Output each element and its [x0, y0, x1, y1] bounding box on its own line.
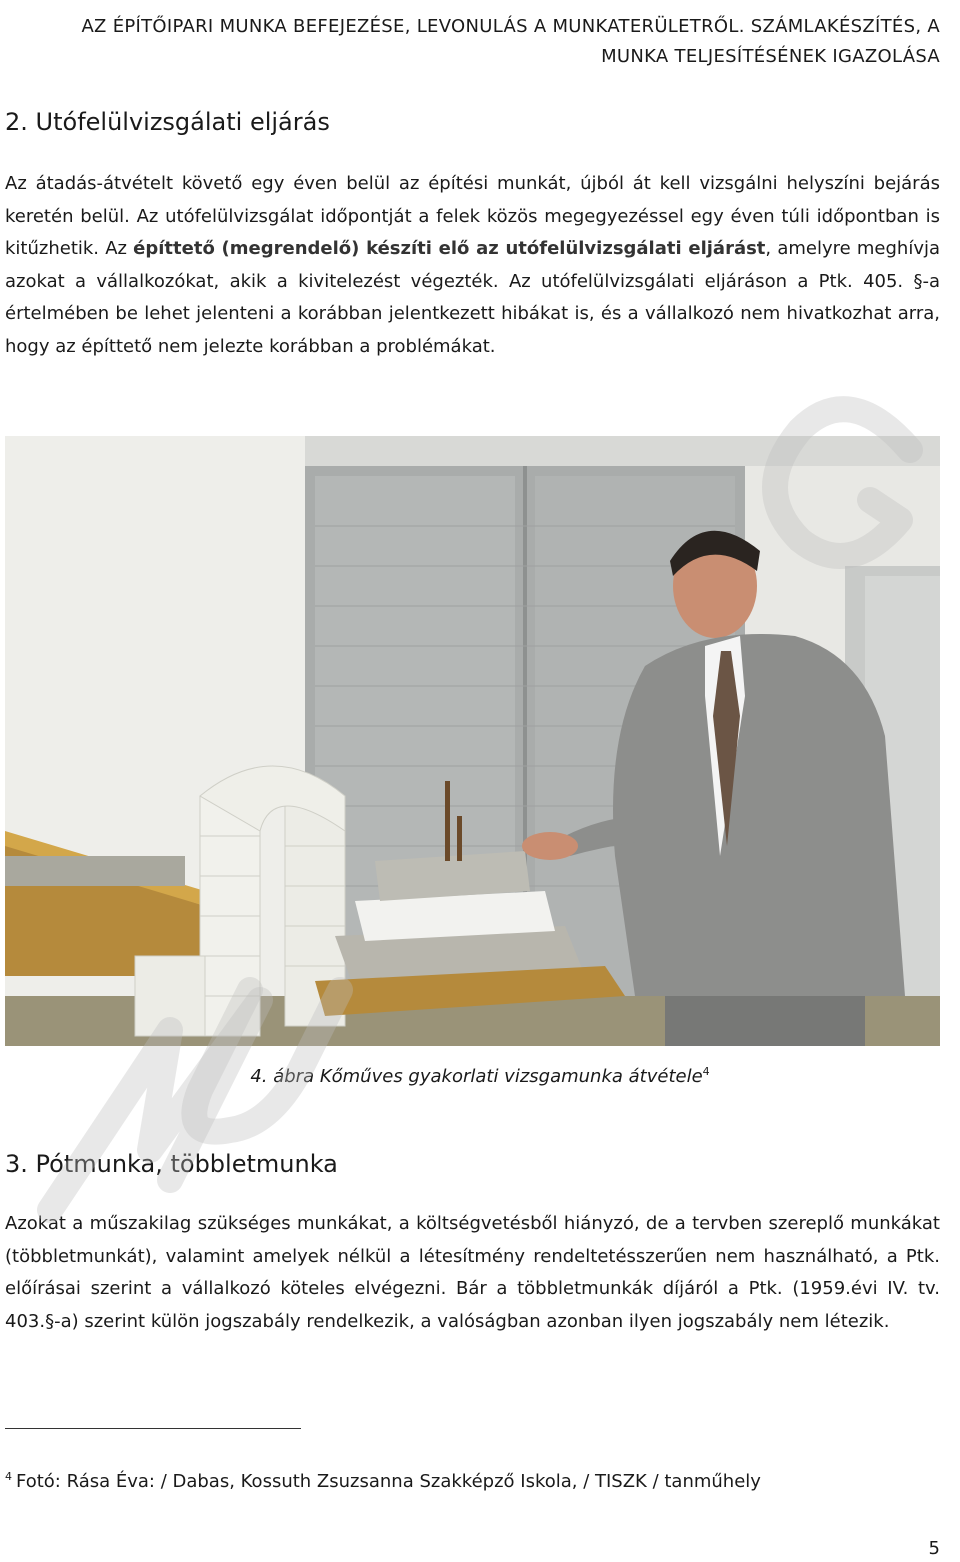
section-2-text-start: Az átadás-átvételt követő egy éven belül az építési munkát, újból át kell vizsgálni helyszíni bejárás keretén belül. Az utófelülvizsgálat időpontját a felek közös megegyezéssel egy éven túli időpontban is kitűzhetik. Az	[5, 173, 940, 259]
section-2-text-end: , amelyre meghívja azokat a vállalkozókat, akik a kivitelezést végezték. Az utófelülvizsgálati eljáráson a Ptk. 405. §-a értelmében be lehet jelenteni a korábban jelentkezett hibákat is, és a vállalkozó nem hivatkozhat arra, hogy az építtető nem jelezte korábban a problémákat.	[5, 238, 941, 357]
section-2-paragraph	[5, 168, 940, 363]
section-3-heading: 3. Pótmunka, többletmunka	[5, 1150, 338, 1178]
exam-work-photo	[5, 436, 940, 1046]
section-2-bold-phrase: építtető (megrendelő) készíti elő az utófelülvizsgálati eljárást	[133, 238, 766, 259]
figure-footnote-ref: 4	[702, 1065, 710, 1078]
header-line-2: MUNKA TELJESÍTÉSÉNEK IGAZOLÁSA	[601, 46, 940, 67]
footnote	[5, 1470, 761, 1492]
section-3-paragraph: Azokat a műszakilag szükséges munkákat, a költségvetésből hiányzó, de a tervben szereplő munkákat (többletmunkát), valamint amelyek nélkül a létesítmény rendeltetésszerűen nem használható, a Ptk. előírásai szerint a vállalkozó köteles elvégezni. Bár a többletmunkák díjáról a Ptk. (1959.évi IV. tv. 403.§-a) szerint külön jogszabály rendelkezik, a valóságban azonban ilyen jogszabály nem létezik.	[5, 1213, 940, 1332]
running-header	[40, 12, 940, 72]
page-number: 5	[928, 1538, 940, 1559]
header-line-1: AZ ÉPÍTŐIPARI MUNKA BEFEJEZÉSE, LEVONULÁS A MUNKATERÜLETRŐL. SZÁMLAKÉSZÍTÉS, A	[81, 16, 940, 37]
footnote-number: 4	[5, 1470, 12, 1483]
photo-illustration	[5, 436, 940, 1046]
footnote-separator	[5, 1428, 301, 1429]
section-2-heading: 2. Utófelülvizsgálati eljárás	[5, 108, 330, 136]
figure-caption	[0, 1065, 960, 1087]
figure-caption-text: 4. ábra Kőműves gyakorlati vizsgamunka átvétele	[250, 1066, 703, 1087]
footnote-text: Fotó: Rása Éva: / Dabas, Kossuth Zsuzsanna Szakképző Iskola, / TISZK / tanműhely	[16, 1471, 761, 1492]
